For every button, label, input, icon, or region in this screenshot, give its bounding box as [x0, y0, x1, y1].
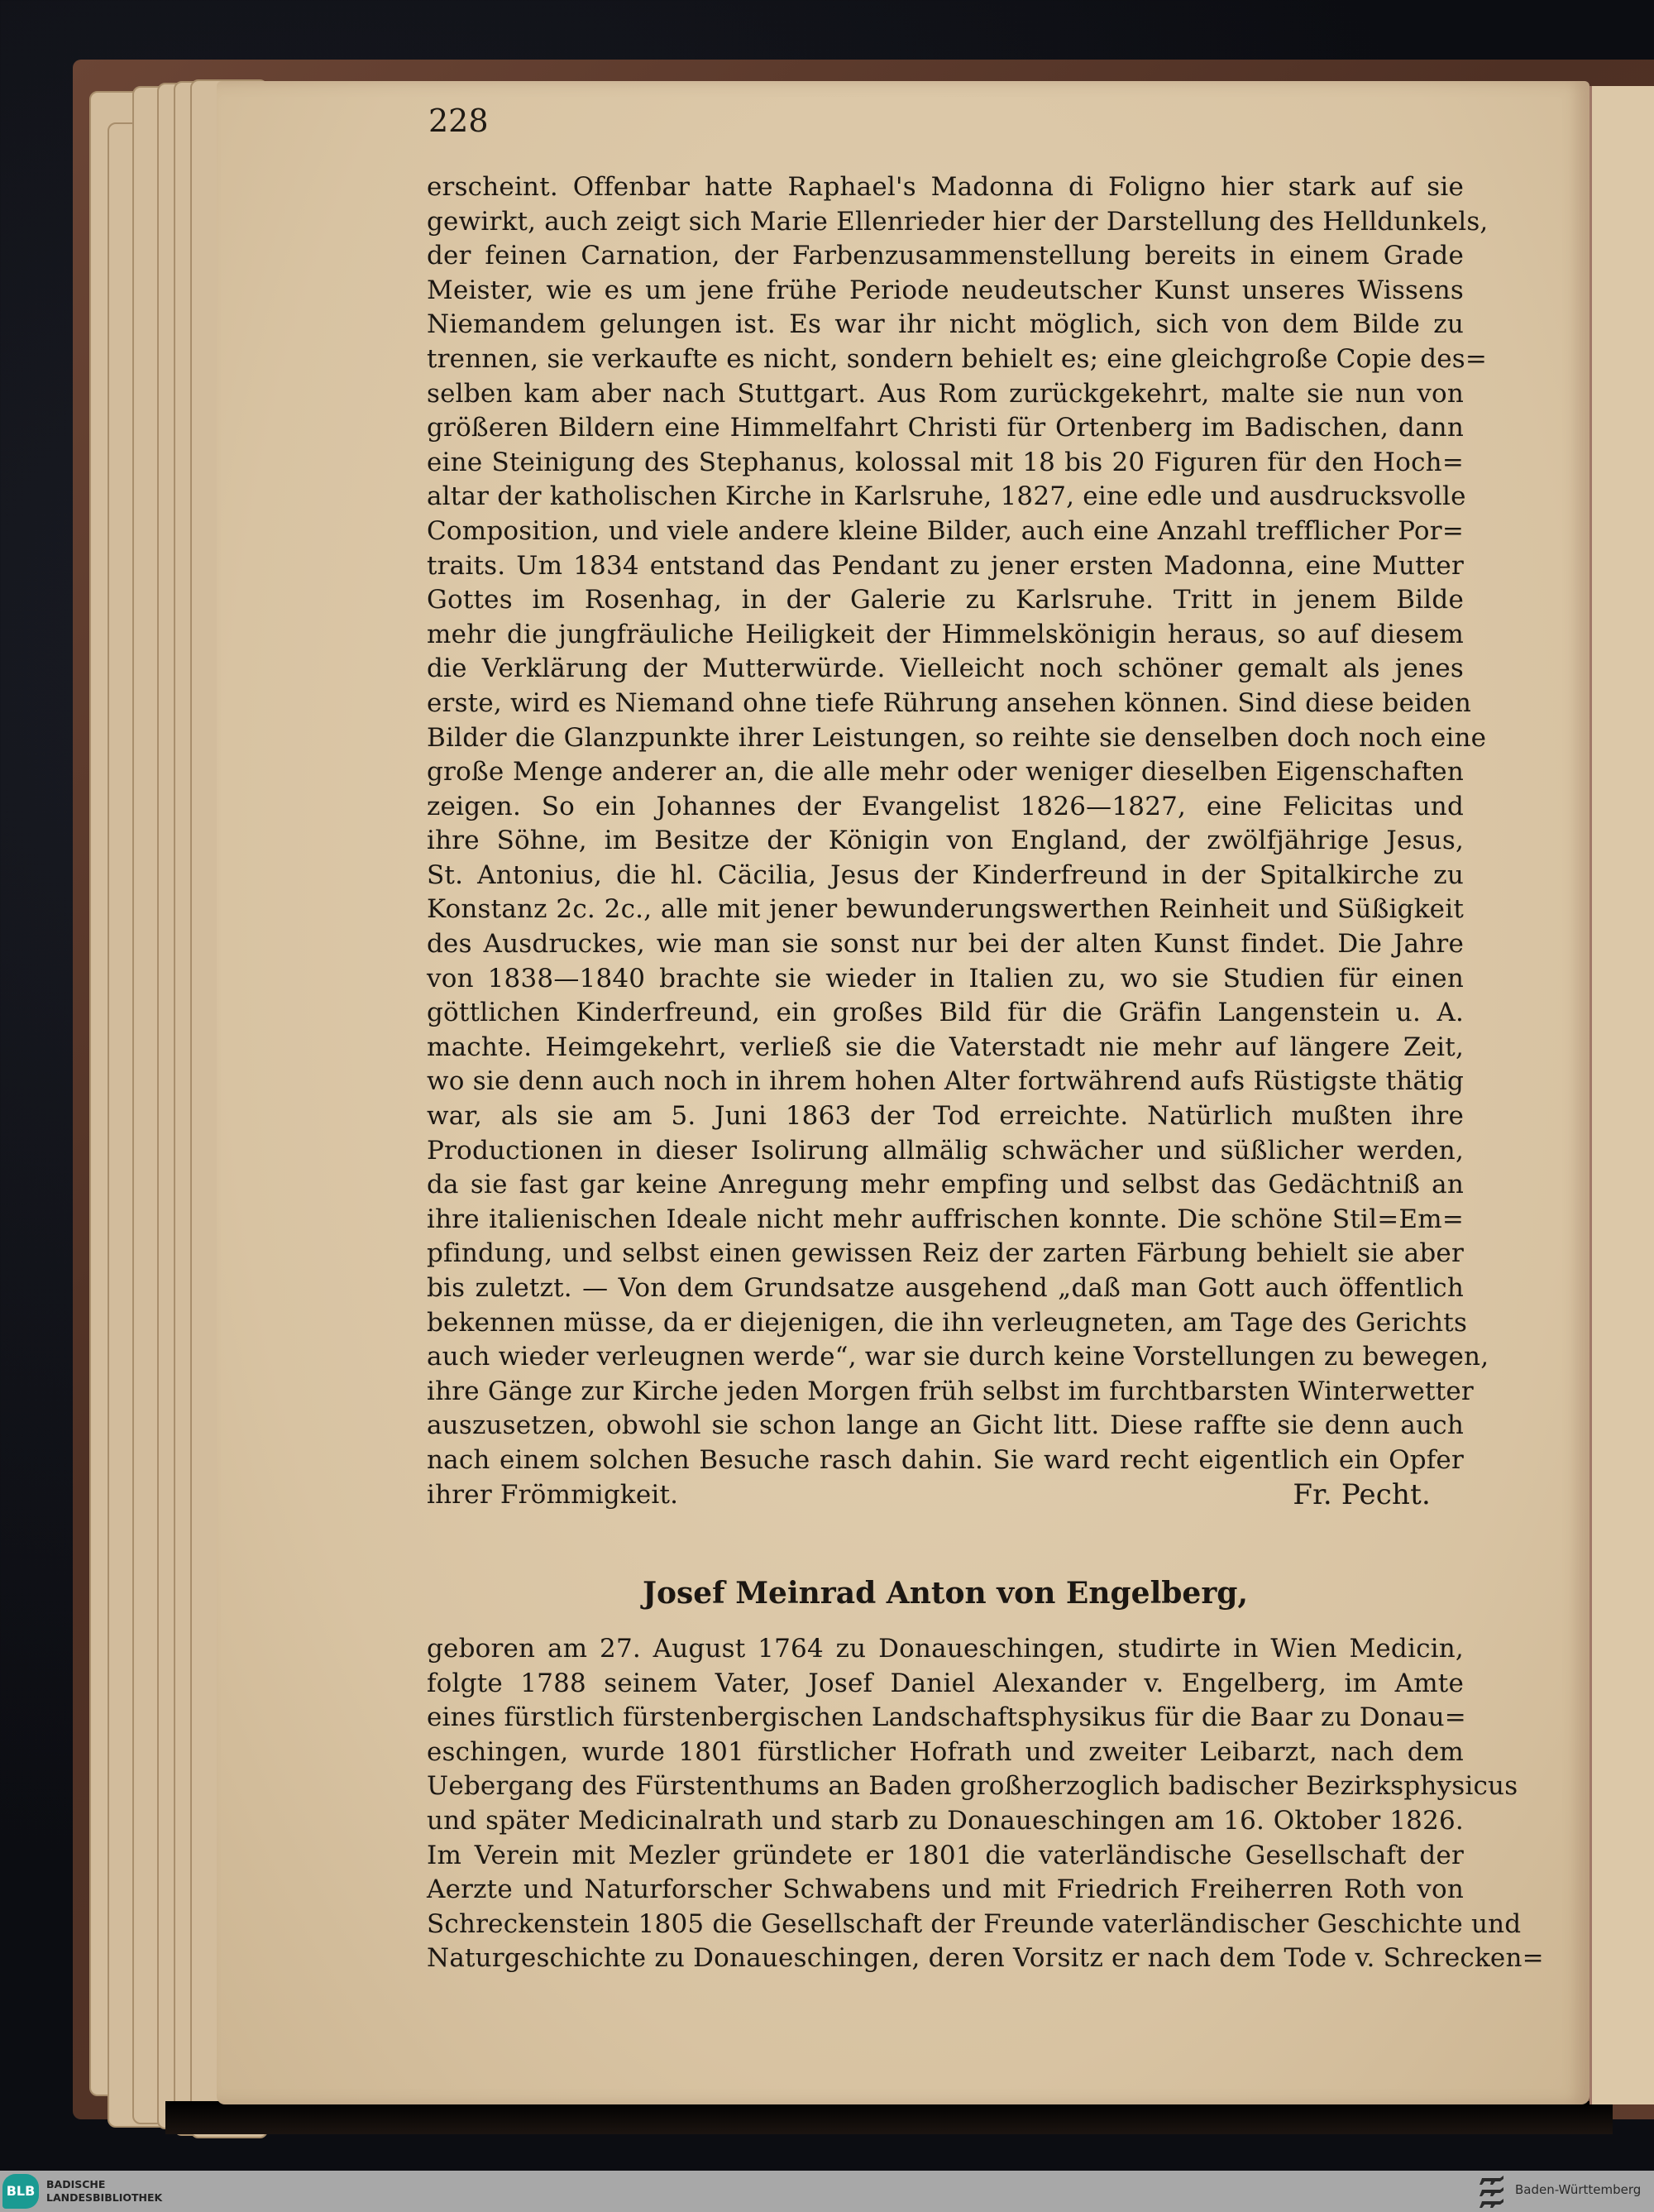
text-line: erste, wird es Niemand ohne tiefe Rührung ansehen können. Sind diese beiden [427, 687, 1472, 718]
facing-page-edge [1589, 86, 1654, 2104]
text-line: nach einem solchen Besuche rasch dahin. Sie ward recht eigentlich ein Opfer [427, 1444, 1464, 1475]
text-line: bis zuletzt. — Von dem Grundsatze ausgehend „daß man Gott auch öffentlich [427, 1273, 1464, 1303]
biography-heading: Josef Meinrad Anton von Engelberg, [642, 1576, 1249, 1611]
blb-logo-text [46, 2178, 162, 2205]
text-line: Naturgeschichte zu Donaueschingen, deren Vorsitz er nach dem Tode v. Schrecken= [427, 1943, 1544, 1974]
text-line: und später Medicinalrath und starb zu Donaueschingen am 16. Oktober 1826. [427, 1805, 1464, 1836]
text-line: eines fürstlich fürstenbergischen Landschaftsphysikus für die Baar zu Donau= [427, 1702, 1466, 1733]
text-line: geboren am 27. August 1764 zu Donaueschingen, studirte in Wien Medicin, [427, 1634, 1464, 1664]
text-line: Gottes im Rosenhag, in der Galerie zu Karlsruhe. Tritt in jenem Bilde [427, 585, 1464, 615]
text-line: gewirkt, auch zeigt sich Marie Ellenrieder hier der Darstellung des Helldunkels, [427, 206, 1489, 237]
text-line: altar der katholischen Kirche in Karlsruhe, 1827, eine edle und ausdrucksvolle [427, 481, 1466, 512]
text-line: bekennen müsse, da er diejenigen, die ihn verleugneten, am Tage des Gerichts [427, 1307, 1468, 1338]
text-line: von 1838—1840 brachte sie wieder in Italien zu, wo sie Studien für einen [427, 963, 1464, 993]
text-line: Productionen in dieser Isolirung allmälig schwächer und süßlicher werden, [427, 1135, 1464, 1166]
text-line: Bilder die Glanzpunkte ihrer Leistungen, so reihte sie denselben doch noch eine [427, 722, 1487, 753]
text-line: war, als sie am 5. Juni 1863 der Tod erreichte. Natürlich mußten ihre [427, 1101, 1464, 1132]
text-line: Composition, und viele andere kleine Bilder, auch eine Anzahl trefflicher Por= [427, 515, 1464, 546]
text-line: die Verklärung der Mutterwürde. Vielleicht noch schöner gemalt als jenes [427, 654, 1464, 684]
text-line: erscheint. Offenbar hatte Raphael's Madonna di Foligno hier stark auf sie [427, 172, 1464, 202]
text-line: auch wieder verleugnen werde“, war sie durch keine Vorstellungen zu bewegen, [427, 1342, 1489, 1372]
blb-line1: BADISCHE [46, 2178, 106, 2190]
text-line: ihre Söhne, im Besitze der Königin von England, der zwölfjährige Jesus, [427, 826, 1464, 856]
footer-bar [0, 2171, 1654, 2212]
text-line: ihre italienischen Ideale nicht mehr auffrischen konnte. Die schöne Stil=Em= [427, 1204, 1464, 1234]
text-line: traits. Um 1834 entstand das Pendant zu jener ersten Madonna, eine Mutter [427, 550, 1464, 581]
text-line: mehr die jungfräuliche Heiligkeit der Himmelskönigin heraus, so auf diesem [427, 619, 1464, 649]
text-line: auszusetzen, obwohl sie schon lange an Gicht litt. Diese raffte sie denn auch [427, 1410, 1464, 1441]
text-line: selben kam aber nach Stuttgart. Aus Rom zurückgekehrt, malte sie nun von [427, 378, 1464, 409]
section-engelberg [427, 1632, 1544, 1976]
text-line: Uebergang des Fürstenthums an Baden großherzoglich badischer Bezirksphysicus [427, 1771, 1518, 1802]
text-line: Meister, wie es um jene frühe Periode neudeutscher Kunst unseres Wissens [427, 275, 1464, 305]
text-line: eine Steinigung des Stephanus, kolossal mit 18 bis 20 Figuren für den Hoch= [427, 447, 1464, 477]
text-line: des Ausdruckes, wie man sie sonst nur bei der alten Kunst findet. Die Jahre [427, 929, 1464, 960]
page-shadow [165, 2101, 1613, 2134]
text-line: Im Verein mit Mezler gründete er 1801 die vaterländische Gesellschaft der [427, 1840, 1464, 1870]
text-line: der feinen Carnation, der Farbenzusammenstellung bereits in einem Grade [427, 241, 1464, 271]
baden-wuerttemberg-label: Baden-Württemberg [1515, 2182, 1642, 2197]
author-signature: Fr. Pecht. [1293, 1477, 1431, 1511]
section-marie-ellenrieder [427, 170, 1489, 1512]
text-line: ihre Gänge zur Kirche jeden Morgen früh selbst im furchtbarsten Winterwetter [427, 1376, 1474, 1406]
text-line: da sie fast gar keine Anregung mehr empfing und selbst das Gedächtniß an [427, 1170, 1464, 1200]
text-line: trennen, sie verkaufte es nicht, sondern behielt es; eine gleichgroße Copie des= [427, 343, 1488, 374]
text-line: machte. Heimgekehrt, verließ sie die Vaterstadt nie mehr auf längere Zeit, [427, 1032, 1464, 1062]
text-line: größeren Bildern eine Himmelfahrt Christi für Ortenberg im Badischen, dann [427, 413, 1464, 443]
blb-logo-icon: BLB [2, 2174, 39, 2209]
text-line: göttlichen Kinderfreund, ein großes Bild für die Gräfin Langenstein u. A. [427, 998, 1464, 1028]
text-line: wo sie denn auch noch in ihrem hohen Alter fortwährend aufs Rüstigste thätig [427, 1066, 1464, 1097]
text-line: Aerzte und Naturforscher Schwabens und mit Friedrich Freiherren Roth von [427, 1874, 1464, 1905]
three-lions-coat-of-arms-icon [1479, 2173, 1507, 2210]
text-line: Konstanz 2c. 2c., alle mit jener bewunderungswerthen Reinheit und Süßigkeit [427, 894, 1464, 925]
text-line: zeigen. So ein Johannes der Evangelist 1826—1827, eine Felicitas und [427, 791, 1464, 821]
final-line-text: ihrer Frömmigkeit. [427, 1479, 679, 1510]
text-line: Niemandem gelungen ist. Es war ihr nicht möglich, sich von dem Bilde zu [427, 309, 1464, 340]
text-line: eschingen, wurde 1801 fürstlicher Hofrath und zweiter Leibarzt, nach dem [427, 1736, 1464, 1767]
text-line: St. Antonius, die hl. Cäcilia, Jesus der Kinderfreund in der Spitalkirche zu [427, 859, 1464, 890]
blb-line2: LANDESBIBLIOTHEK [46, 2191, 163, 2204]
page-number: 228 [428, 103, 489, 139]
text-line-final [427, 1478, 1464, 1513]
text-line: pfindung, und selbst einen gewissen Reiz der zarten Färbung behielt sie aber [427, 1238, 1464, 1269]
text-line: folgte 1788 seinem Vater, Josef Daniel Alexander v. Engelberg, im Amte [427, 1668, 1464, 1698]
text-line: große Menge anderer an, die alle mehr oder weniger dieselben Eigenschaften [427, 757, 1464, 788]
text-line: Schreckenstein 1805 die Gesellschaft der Freunde vaterländischer Geschichte und [427, 1908, 1522, 1939]
